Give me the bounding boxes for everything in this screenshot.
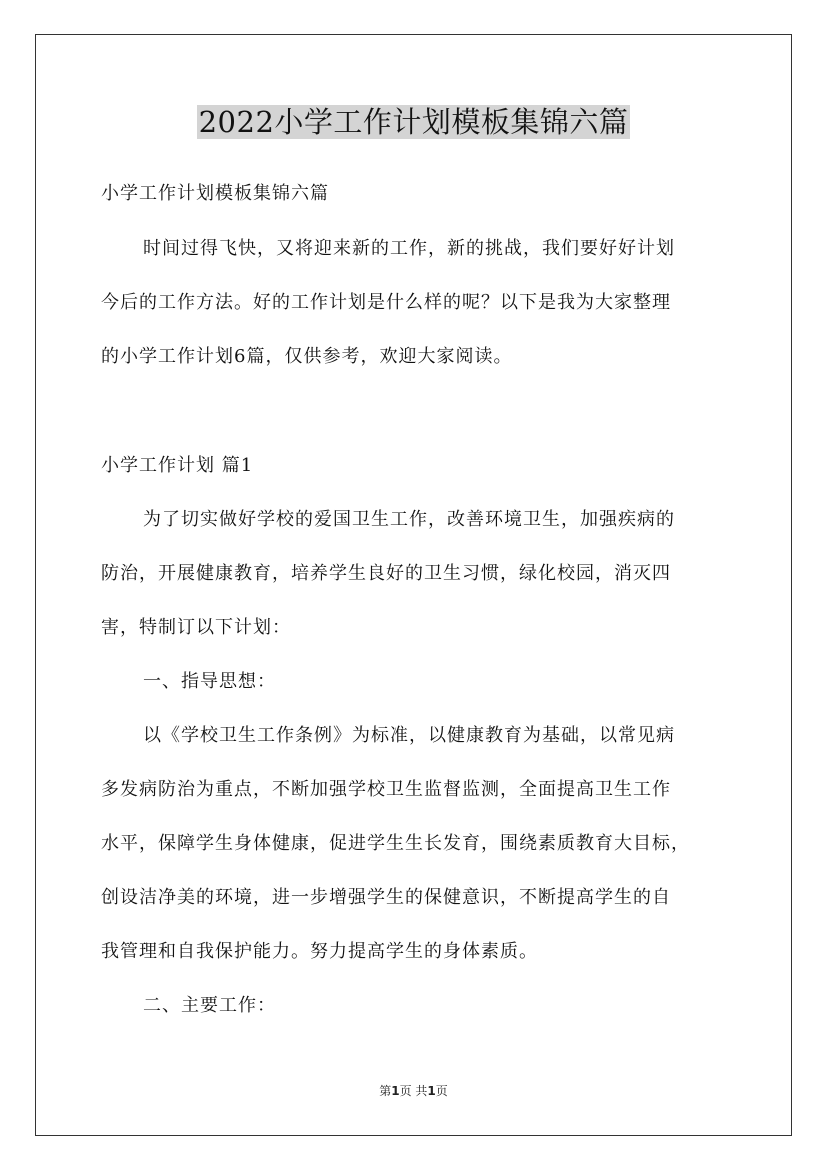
para2-line-5: 我管理和自我保护能力。努力提高学生的身体素质。 bbox=[101, 941, 538, 962]
footer-page-total: 1 bbox=[427, 1084, 436, 1098]
para2-line-3: 水平，保障学生身体健康，促进学生生长发育，围绕素质教育大目标， bbox=[101, 833, 690, 854]
para1-line-3: 害，特制订以下计划： bbox=[101, 617, 291, 638]
intro-line-2: 今后的工作方法。好的工作计划是什么样的呢？以下是我为大家整理 bbox=[101, 292, 671, 313]
section-heading: 小学工作计划 篇1 bbox=[101, 455, 254, 476]
footer-page-suffix: 页 bbox=[435, 1084, 448, 1098]
para1-line-1: 为了切实做好学校的爱国卫生工作，改善环境卫生，加强疾病的 bbox=[143, 509, 675, 530]
intro-line-1: 时间过得飞快，又将迎来新的工作，新的挑战，我们要好好计划 bbox=[143, 238, 675, 259]
footer-page-current: 1 bbox=[391, 1084, 400, 1098]
footer-page-prefix: 第 bbox=[379, 1084, 392, 1098]
para2-line-4: 创设洁净美的环境，进一步增强学生的保健意识，不断提高学生的自 bbox=[101, 887, 671, 908]
intro-line-3: 的小学工作计划6篇，仅供参考，欢迎大家阅读。 bbox=[101, 346, 513, 367]
heading-main-work: 二、主要工作： bbox=[143, 995, 276, 1016]
para1-line-2: 防治，开展健康教育，培养学生良好的卫生习惯，绿化校园，消灭四 bbox=[101, 563, 671, 584]
footer-page-mid: 页 共 bbox=[399, 1084, 428, 1098]
document-title-text: 2022小学工作计划模板集锦六篇 bbox=[198, 105, 629, 139]
document-title bbox=[0, 104, 827, 140]
page-footer bbox=[0, 1083, 827, 1099]
para2-line-2: 多发病防治为重点，不断加强学校卫生监督监测，全面提高卫生工作 bbox=[101, 779, 671, 800]
heading-guiding-principle: 一、指导思想： bbox=[143, 671, 276, 692]
document-subtitle: 小学工作计划模板集锦六篇 bbox=[101, 183, 329, 204]
para2-line-1: 以《学校卫生工作条例》为标准，以健康教育为基础，以常见病 bbox=[143, 725, 675, 746]
